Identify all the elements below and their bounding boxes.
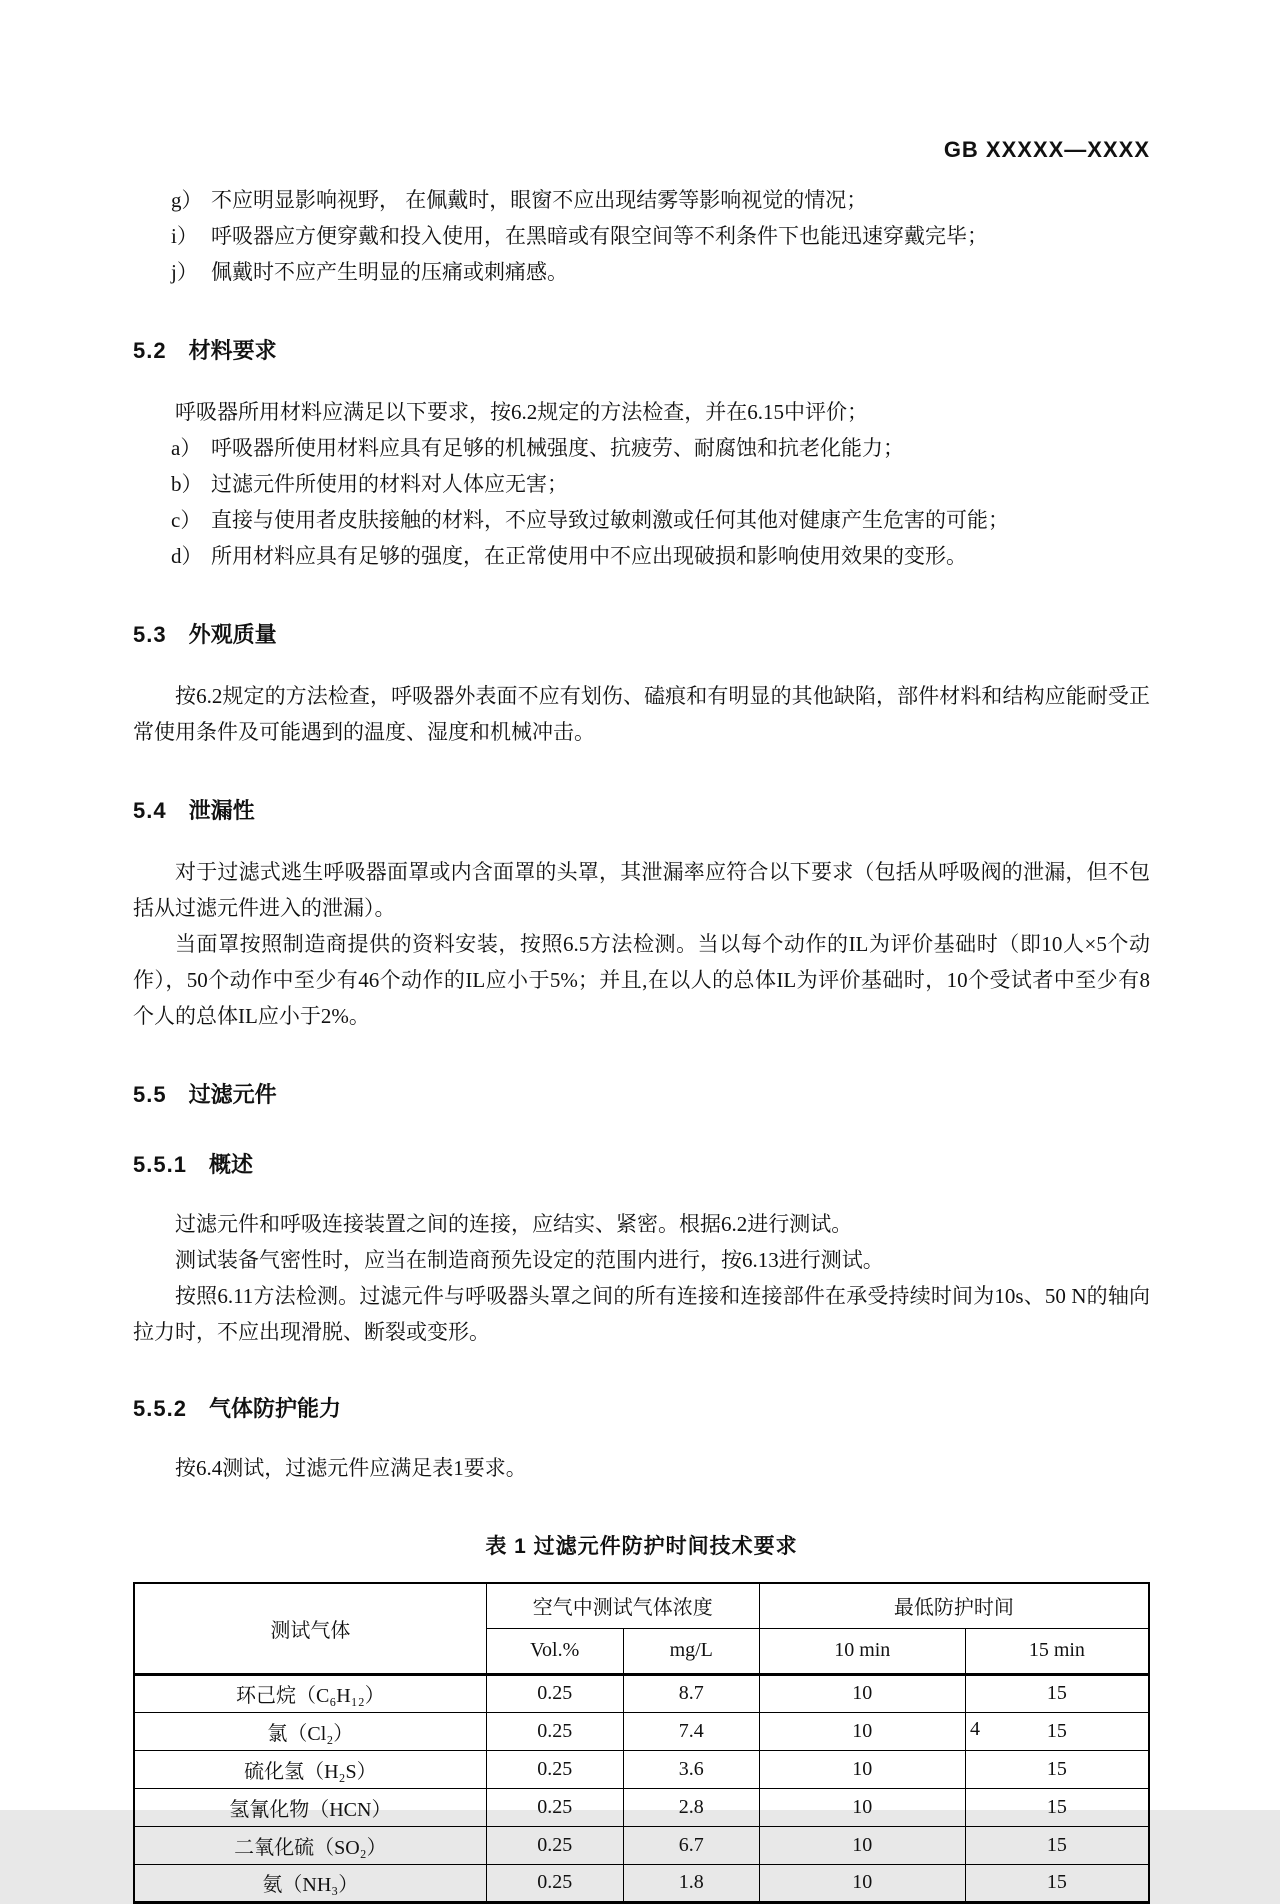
list-item-label: j） [171,260,198,284]
paragraph: 按照6.11方法检测。过滤元件与呼吸器头罩之间的所有连接和连接部件在承受持续时间为10s、50 N的轴向拉力时，不应出现滑脱、断裂或变形。 [133,1284,1150,1344]
cell-gas: 氯（Cl₂） [134,1712,486,1750]
section-title: 过滤元件 [188,1082,277,1107]
section-heading-5-5 [133,1082,1150,1108]
cell-10min: 10 [759,1750,965,1788]
cell-gas: 环己烷（C₆H₁₂） [134,1674,486,1712]
section-number: 5.5.2 [133,1396,187,1421]
cell-gas: 二氧化硫（SO₂） [134,1826,486,1864]
cell-mgl: 2.8 [623,1788,759,1826]
section-title: 泄漏性 [188,798,255,823]
table-row [134,1826,1149,1864]
cell-15min: 15 [965,1750,1149,1788]
standard-number: GB XXXXX—XXXX [943,137,1150,162]
cell-gas: 氢氰化物（HCN） [134,1788,486,1826]
section-heading-5-5-1 [133,1152,1150,1178]
column-header-vol: Vol.% [486,1628,623,1674]
table-caption: 表 1 过滤元件防护时间技术要求 [485,1535,798,1558]
cell-mgl: 6.7 [623,1826,759,1864]
list-item-text: 不应明显影响视野， 在佩戴时，眼窗不应出现结雾等影响视觉的情况； [211,188,868,212]
material-list [133,430,1150,574]
cell-10min: 10 [759,1826,965,1864]
list-item [133,538,1150,574]
cell-vol: 0.25 [486,1826,623,1864]
list-item [133,430,1150,466]
list-item [133,466,1150,502]
protection-time-table [133,1582,1150,1904]
list-item-label: d） [171,544,203,568]
column-header-15min: 15 min [965,1628,1149,1674]
section-title: 材料要求 [188,338,277,363]
paragraph: 对于过滤式逃生呼吸器面罩或内含面罩的头罩，其泄漏率应符合以下要求（包括从呼吸阀的泄漏，但不包括从过滤元件进入的泄漏）。 [133,860,1150,920]
list-item-text: 佩戴时不应产生明显的压痛或刺痛感。 [211,260,568,284]
table-row [134,1788,1149,1826]
cell-15min: 15 [965,1674,1149,1712]
section-5-5-1-body [133,1206,1150,1350]
cell-15min: 15 [965,1826,1149,1864]
section-number: 5.5.1 [133,1152,187,1177]
paragraph: 当面罩按照制造商提供的资料安装，按照6.5方法检测。当以每个动作的IL为评价基础时（即10人×5个动作），50个动作中至少有46个动作的IL应小于5%；并且,在以人的总体IL为评价基础时，10个受试者中至少有8个人的总体IL应小于2%。 [133,932,1150,1028]
cell-10min: 10 [759,1674,965,1712]
cell-vol: 0.25 [486,1674,623,1712]
column-header-10min: 10 min [759,1628,965,1674]
section-number: 5.5 [133,1082,167,1107]
list-item-label: c） [171,508,202,532]
list-item-label: g） [171,188,203,212]
section-5-4-body [133,854,1150,1034]
list-item-text: 过滤元件所使用的材料对人体应无害； [211,472,568,496]
cell-mgl: 8.7 [623,1674,759,1712]
cell-mgl: 1.8 [623,1864,759,1902]
section-heading-5-2 [133,338,1150,364]
page-header [133,138,1150,162]
cell-vol: 0.25 [486,1712,623,1750]
paragraph: 按6.2规定的方法检查，呼吸器外表面不应有划伤、磕痕和有明显的其他缺陷，部件材料和结构应能耐受正常使用条件及可能遇到的温度、湿度和机械冲击。 [133,684,1150,744]
list-item-label: a） [171,436,202,460]
list-item-label: i） [171,224,198,248]
cell-15min: 15 [965,1788,1149,1826]
cell-15min: 15 [965,1864,1149,1902]
list-item [133,218,1150,254]
table-row [134,1712,1149,1750]
column-group-time: 最低防护时间 [759,1583,1149,1628]
table-row [134,1864,1149,1902]
cell-gas: 氨（NH₃） [134,1864,486,1902]
list-item-text: 所用材料应具有足够的强度，在正常使用中不应出现破损和影响使用效果的变形。 [211,544,967,568]
intro-list [133,182,1150,290]
cell-vol: 0.25 [486,1750,623,1788]
table-header [134,1583,1149,1674]
section-heading-5-5-2 [133,1396,1150,1422]
section-number: 5.2 [133,338,167,363]
list-item [133,502,1150,538]
cell-10min: 10 [759,1864,965,1902]
cell-vol: 0.25 [486,1864,623,1902]
paragraph: 过滤元件和呼吸连接装置之间的连接，应结实、紧密。根据6.2进行测试。 [175,1212,853,1236]
section-heading-5-3 [133,622,1150,648]
column-header-gas: 测试气体 [134,1583,486,1674]
list-item [133,254,1150,290]
column-header-mgl: mg/L [623,1628,759,1674]
cell-10min: 10 [759,1788,965,1826]
list-item-text: 直接与使用者皮肤接触的材料，不应导致过敏刺激或任何其他对健康产生危害的可能； [211,508,1009,532]
list-item-text: 呼吸器所使用材料应具有足够的机械强度、抗疲劳、耐腐蚀和抗老化能力； [211,436,904,460]
section-number: 5.3 [133,622,167,647]
section-title: 外观质量 [188,622,277,647]
paragraph: 呼吸器所用材料应满足以下要求，按6.2规定的方法检查，并在6.15中评价； [175,400,868,424]
list-item-text: 呼吸器应方便穿戴和投入使用，在黑暗或有限空间等不利条件下也能迅速穿戴完毕； [211,224,988,248]
cell-mgl: 3.6 [623,1750,759,1788]
cell-15min: 15 [965,1712,1149,1750]
cell-mgl: 7.4 [623,1712,759,1750]
section-title: 气体防护能力 [208,1396,341,1421]
column-group-concentration: 空气中测试气体浓度 [486,1583,759,1628]
cell-vol: 0.25 [486,1788,623,1826]
table-row [134,1750,1149,1788]
list-item-label: b） [171,472,203,496]
page-number: 4 [970,1718,980,1740]
list-item [133,182,1150,218]
paragraph: 测试装备气密性时，应当在制造商预先设定的范围内进行，按6.13进行测试。 [175,1248,884,1272]
paragraph: 按6.4测试，过滤元件应满足表1要求。 [175,1456,527,1480]
cell-gas: 硫化氢（H₂S） [134,1750,486,1788]
section-heading-5-4 [133,798,1150,824]
section-title: 概述 [208,1152,253,1177]
section-number: 5.4 [133,798,167,823]
table-row [134,1674,1149,1712]
cell-10min: 10 [759,1712,965,1750]
